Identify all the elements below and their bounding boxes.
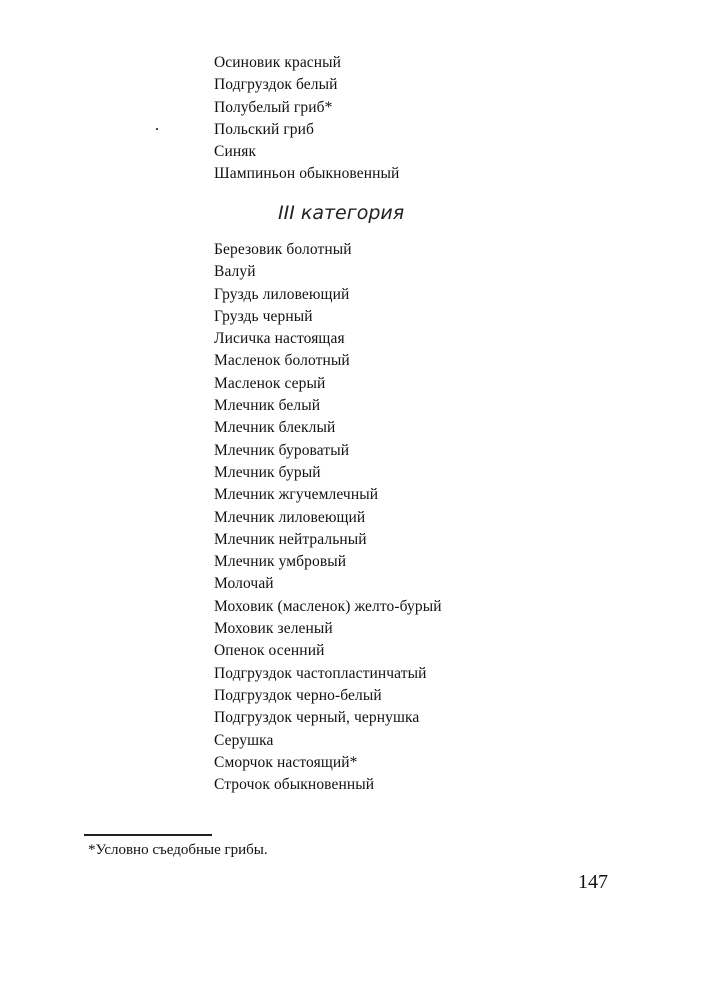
list-item: Млечник лиловеющий: [214, 508, 366, 526]
list-item: Млечник жгучемлечный: [214, 486, 379, 504]
scan-artifact-dot: [156, 128, 158, 130]
list-item: Синяк: [214, 143, 257, 161]
list-item: Серушка: [214, 731, 274, 749]
category-heading: III категория: [278, 202, 405, 224]
list-item: Моховик (масленок) желто-бурый: [214, 597, 442, 615]
list-item: Сморчок настоящий*: [214, 753, 358, 771]
list-item: Моховик зеленый: [214, 620, 333, 638]
list-item: Подгруздок черный, чернушка: [214, 709, 420, 727]
mushroom-list-top: [214, 52, 399, 186]
footnote-divider: [84, 834, 212, 836]
list-item: Подгруздок черно-белый: [214, 686, 382, 704]
list-item: Подгруздок частопластинчатый: [214, 664, 427, 682]
list-item: Подгруздок белый: [214, 76, 338, 94]
list-item: Осиновик красный: [214, 54, 342, 71]
list-item: Молочай: [214, 575, 274, 593]
list-item: Опенок осенний: [214, 642, 325, 660]
footnote-text: *Условно съедобные грибы.: [88, 842, 268, 858]
list-item: Груздь черный: [214, 307, 313, 325]
list-item: Млечник белый: [214, 397, 321, 415]
list-item: Груздь лиловеющий: [214, 285, 350, 303]
list-item: Млечник блеклый: [214, 419, 336, 437]
list-item: Масленок серый: [214, 374, 326, 392]
list-item: Млечник нейтральный: [214, 530, 367, 548]
list-item: Полубелый гриб*: [214, 98, 333, 116]
list-item: Масленок болотный: [214, 352, 350, 370]
list-item: Шампиньон обыкновенный: [214, 165, 400, 183]
mushroom-list-category-3: [214, 239, 442, 796]
list-item: Лисичка настоящая: [214, 330, 345, 348]
list-item: Березовик болотный: [214, 241, 352, 258]
list-item: Млечник буроватый: [214, 441, 350, 459]
list-item: Строчок обыкновенный: [214, 776, 375, 794]
page-number: 147: [578, 871, 608, 893]
list-item: Млечник умбровый: [214, 553, 347, 571]
list-item: Валуй: [214, 263, 256, 281]
list-item: Польский гриб: [214, 120, 315, 138]
list-item: Млечник бурый: [214, 463, 321, 481]
